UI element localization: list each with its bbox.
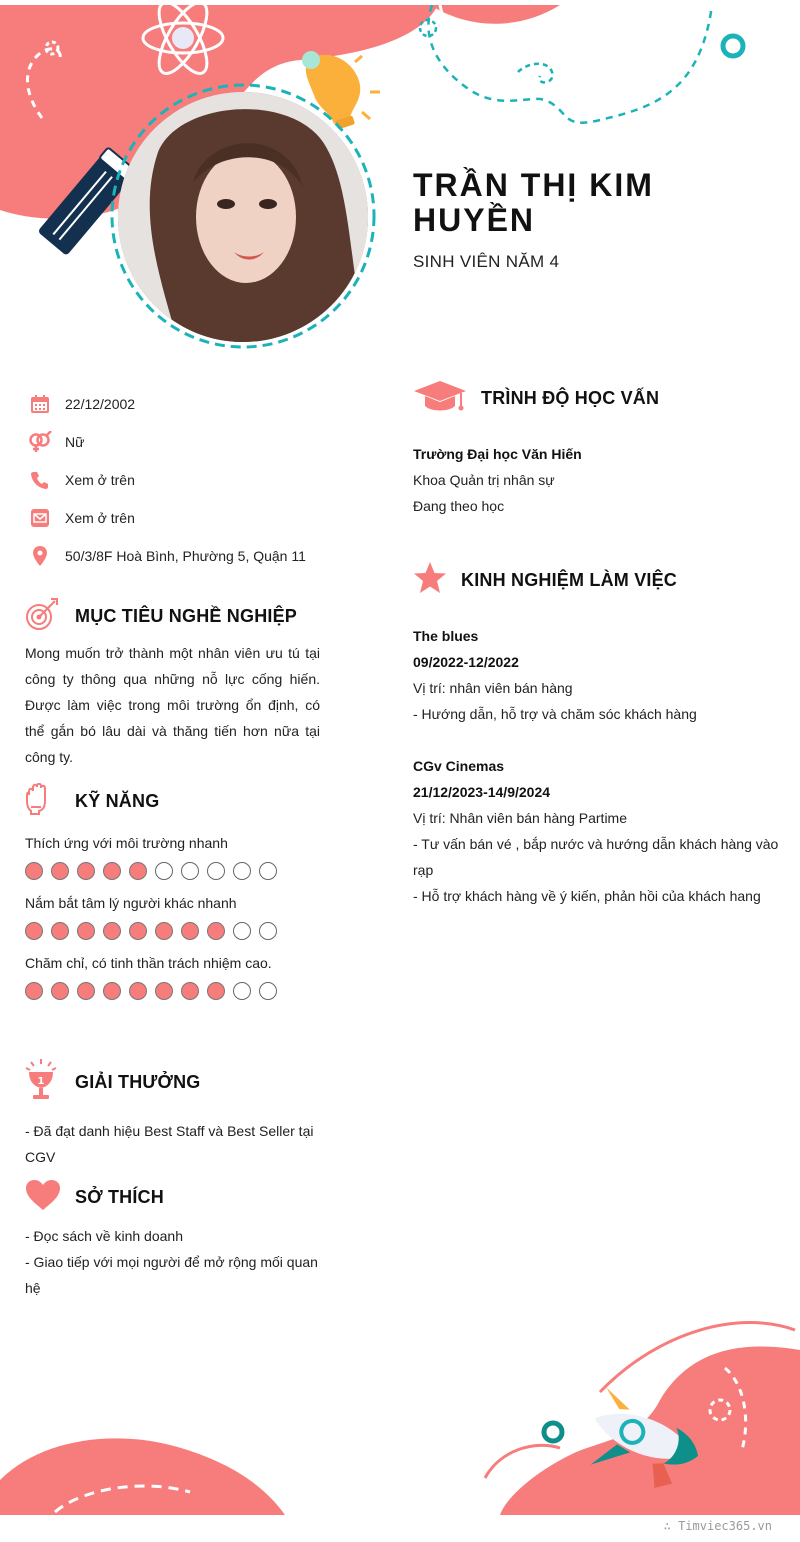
faculty-name: Khoa Quản trị nhân sự — [413, 472, 555, 488]
contact-phone — [28, 461, 348, 499]
phone-icon — [28, 468, 52, 492]
fist-icon — [25, 783, 59, 820]
skill-item — [25, 950, 325, 1000]
objective-text: Mong muốn trở thành một nhân viên ưu tú tại công ty thông qua những nỗ lực cống hiến. Được làm việc trong môi trường ổn định, có thể gắn bó lâu dài và thăng tiến hơn nữa tại công ty. — [25, 645, 320, 765]
skill-name: Nắm bắt tâm lý người khác nhanh — [25, 895, 237, 911]
rating-dot-filled — [77, 922, 95, 940]
rating-dot-filled — [207, 982, 225, 1000]
rating-dot-filled — [25, 982, 43, 1000]
phone-text: Xem ở trên — [65, 472, 135, 488]
name-line-2: HUYỀN — [413, 202, 536, 238]
contact-list — [28, 385, 348, 575]
job-entry — [413, 623, 783, 727]
hobbies-title: SỞ THÍCH — [75, 1186, 164, 1207]
email-icon — [28, 506, 52, 530]
job-company: CGv Cinemas — [413, 758, 505, 774]
rating-dot-filled — [77, 982, 95, 1000]
rating-dot-filled — [51, 922, 69, 940]
rating-dot-filled — [129, 982, 147, 1000]
candidate-role: SINH VIÊN NĂM 4 — [413, 252, 560, 271]
awards-section — [25, 1060, 325, 1170]
rating-dot-empty — [181, 862, 199, 880]
rating-dot-filled — [129, 862, 147, 880]
job-duty: rạp — [413, 862, 434, 878]
rating-dot-empty — [259, 862, 277, 880]
education-title: TRÌNH ĐỘ HỌC VẤN — [481, 387, 660, 408]
rating-dot-empty — [259, 982, 277, 1000]
award-line-1: - Đã đạt danh hiệu Best Staff và Best Seller tại — [25, 1123, 314, 1139]
profile-photo — [118, 92, 368, 342]
contact-gender — [28, 423, 348, 461]
rating-dot-filled — [207, 922, 225, 940]
rating-dot-empty — [207, 862, 225, 880]
job-position: Vị trí: Nhân viên bán hàng Partime — [413, 810, 628, 826]
birthday-text: 22/12/2002 — [65, 396, 136, 412]
target-icon — [25, 597, 59, 636]
skill-rating — [25, 982, 325, 1000]
objective-title: MỤC TIÊU NGHỀ NGHIỆP — [75, 605, 298, 626]
location-pin-icon — [28, 544, 52, 568]
job-position: Vị trí: nhân viên bán hàng — [413, 680, 573, 696]
rating-dot-filled — [155, 982, 173, 1000]
rating-dot-filled — [103, 922, 121, 940]
objective-section — [25, 596, 320, 770]
skills-list — [25, 830, 325, 1000]
svg-text:1: 1 — [37, 1075, 45, 1087]
rating-dot-filled — [51, 862, 69, 880]
rating-dot-filled — [25, 922, 43, 940]
contact-email — [28, 499, 348, 537]
star-icon — [413, 561, 447, 600]
email-text: Xem ở trên — [65, 510, 135, 526]
candidate-name — [413, 168, 773, 238]
watermark: ∴ Timviec365.vn — [663, 1519, 772, 1533]
rating-dot-filled — [25, 862, 43, 880]
skill-name: Thích ứng với môi trường nhanh — [25, 835, 228, 851]
rating-dot-filled — [155, 922, 173, 940]
job-entry — [413, 753, 783, 909]
contact-birthday — [28, 385, 348, 423]
job-company: The blues — [413, 628, 479, 644]
rating-dot-empty — [259, 922, 277, 940]
rating-dot-empty — [155, 862, 173, 880]
rating-dot-empty — [233, 982, 251, 1000]
skill-item — [25, 830, 325, 880]
graduation-cap-icon — [413, 379, 467, 418]
rating-dot-filled — [103, 862, 121, 880]
job-duty: - Hướng dẫn, hỗ trợ và chăm sóc khách hàng — [413, 706, 697, 722]
experience-title: KINH NGHIỆM LÀM VIỆC — [461, 569, 678, 590]
rating-dot-empty — [233, 862, 251, 880]
rating-dot-filled — [129, 922, 147, 940]
rating-dot-filled — [181, 982, 199, 1000]
calendar-icon — [28, 392, 52, 416]
job-period: 09/2022-12/2022 — [413, 654, 519, 670]
rocket-icon — [579, 1387, 709, 1498]
skill-rating — [25, 922, 325, 940]
rating-dot-filled — [181, 922, 199, 940]
gender-text: Nữ — [65, 434, 85, 450]
job-duty: - Tư vấn bán vé , bắp nước và hướng dẫn khách hàng vào — [413, 836, 779, 852]
skill-item — [25, 890, 325, 940]
job-duty: - Hỗ trợ khách hàng về ý kiến, phản hồi của khách hang — [413, 888, 761, 904]
rating-dot-empty — [233, 922, 251, 940]
trophy-icon — [25, 1059, 59, 1106]
experience-section — [413, 560, 783, 909]
study-status: Đang theo học — [413, 498, 505, 514]
hobby-line-1: - Đọc sách về kinh doanh — [25, 1228, 183, 1244]
skills-section — [25, 780, 325, 1010]
hobby-line-2: - Giao tiếp với mọi người để mở rộng mối quan — [25, 1254, 318, 1270]
address-text: 50/3/8F Hoà Bình, Phường 5, Quận 11 — [65, 548, 306, 564]
job-period: 21/12/2023-14/9/2024 — [413, 784, 551, 800]
contact-address — [28, 537, 348, 575]
award-line-2: CGV — [25, 1149, 56, 1165]
name-line-1: TRẦN THỊ KIM — [413, 167, 654, 203]
hobby-line-3: hệ — [25, 1280, 41, 1296]
skill-name: Chăm chỉ, có tinh thần trách nhiệm cao. — [25, 955, 272, 971]
skills-title: KỸ NĂNG — [75, 790, 160, 811]
rating-dot-filled — [51, 982, 69, 1000]
skill-rating — [25, 862, 325, 880]
education-section — [413, 378, 783, 519]
school-name: Trường Đại học Văn Hiến — [413, 446, 582, 462]
heart-icon — [25, 1179, 59, 1216]
gender-icon — [28, 430, 52, 454]
rating-dot-filled — [77, 862, 95, 880]
rating-dot-filled — [103, 982, 121, 1000]
hobbies-section — [25, 1177, 325, 1301]
awards-title: GIẢI THƯỞNG — [75, 1071, 201, 1092]
